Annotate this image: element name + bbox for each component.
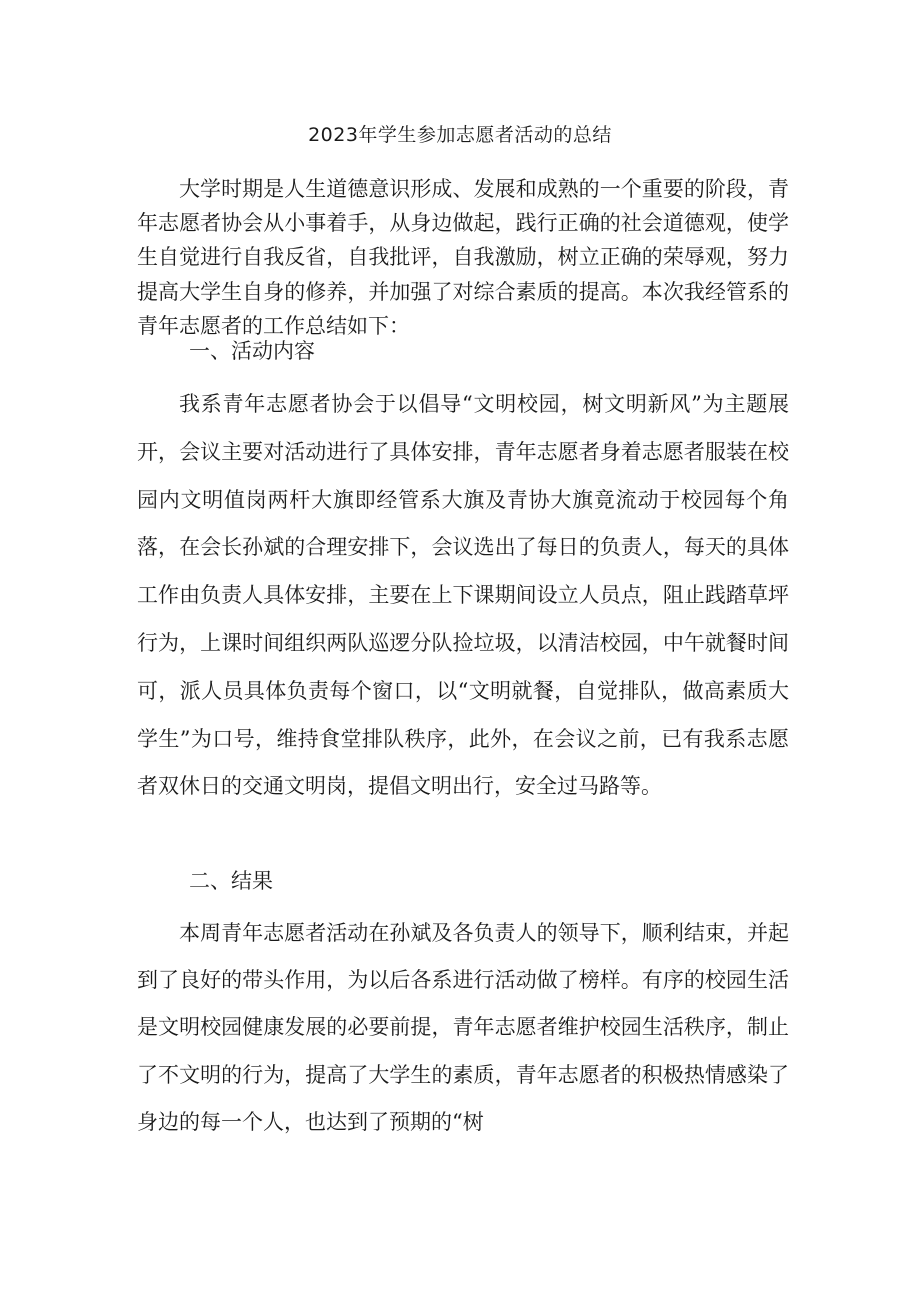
activity-content-paragraph: 我系青年志愿者协会于以倡导“文明校园，树文明新风”为主题展开，会议主要对活动进行了具体安排，青年志愿者身着志愿者服装在校园内文明值岗两杆大旗即经管系大旗及青协大旗竟流动于校园每个角落，在会长孙斌的合理安排下，会议选出了每日的负责人，每天的具体工作由负责人具体安排，主要在上下课期间设立人员点，阻止践踏草坪行为，上课时间组织两队巡逻分队捡垃圾，以清洁校园，中午就餐时间可，派人员具体负责每个窗口，以“文明就餐，自觉排队，做高素质大学生”为口号，维持食堂排队秩序，此外，在会议之前，已有我系志愿者双休日的交通文明岗，提倡文明出行，安全过马路等。	[137, 392, 789, 799]
section-heading-activity-content: 一、活动内容	[189, 339, 315, 363]
document-title: 2023年学生参加志愿者活动的总结	[308, 124, 612, 146]
results-paragraph: 本周青年志愿者活动在孙斌及各负责人的领导下，顺利结束，并起到了良好的带头作用，为以后各系进行活动做了榜样。有序的校园生活是文明校园健康发展的必要前提，青年志愿者维护校园生活秩序，制止了不文明的行为，提高了大学生的素质，青年志愿者的积极热情感染了身边的每一个人，也达到了预期的“树	[137, 921, 789, 1134]
section-heading-results: 二、结果	[189, 869, 273, 893]
intro-paragraph: 大学时期是人生道德意识形成、发展和成熟的一个重要的阶段，青年志愿者协会从小事着手，从身边做起，践行正确的社会道德观，使学生自觉进行自我反省，自我批评，自我激励，树立正确的荣辱观，努力提高大学生自身的修养，并加强了对综合素质的提高。本次我经管系的青年志愿者的工作总结如下：	[137, 177, 789, 338]
